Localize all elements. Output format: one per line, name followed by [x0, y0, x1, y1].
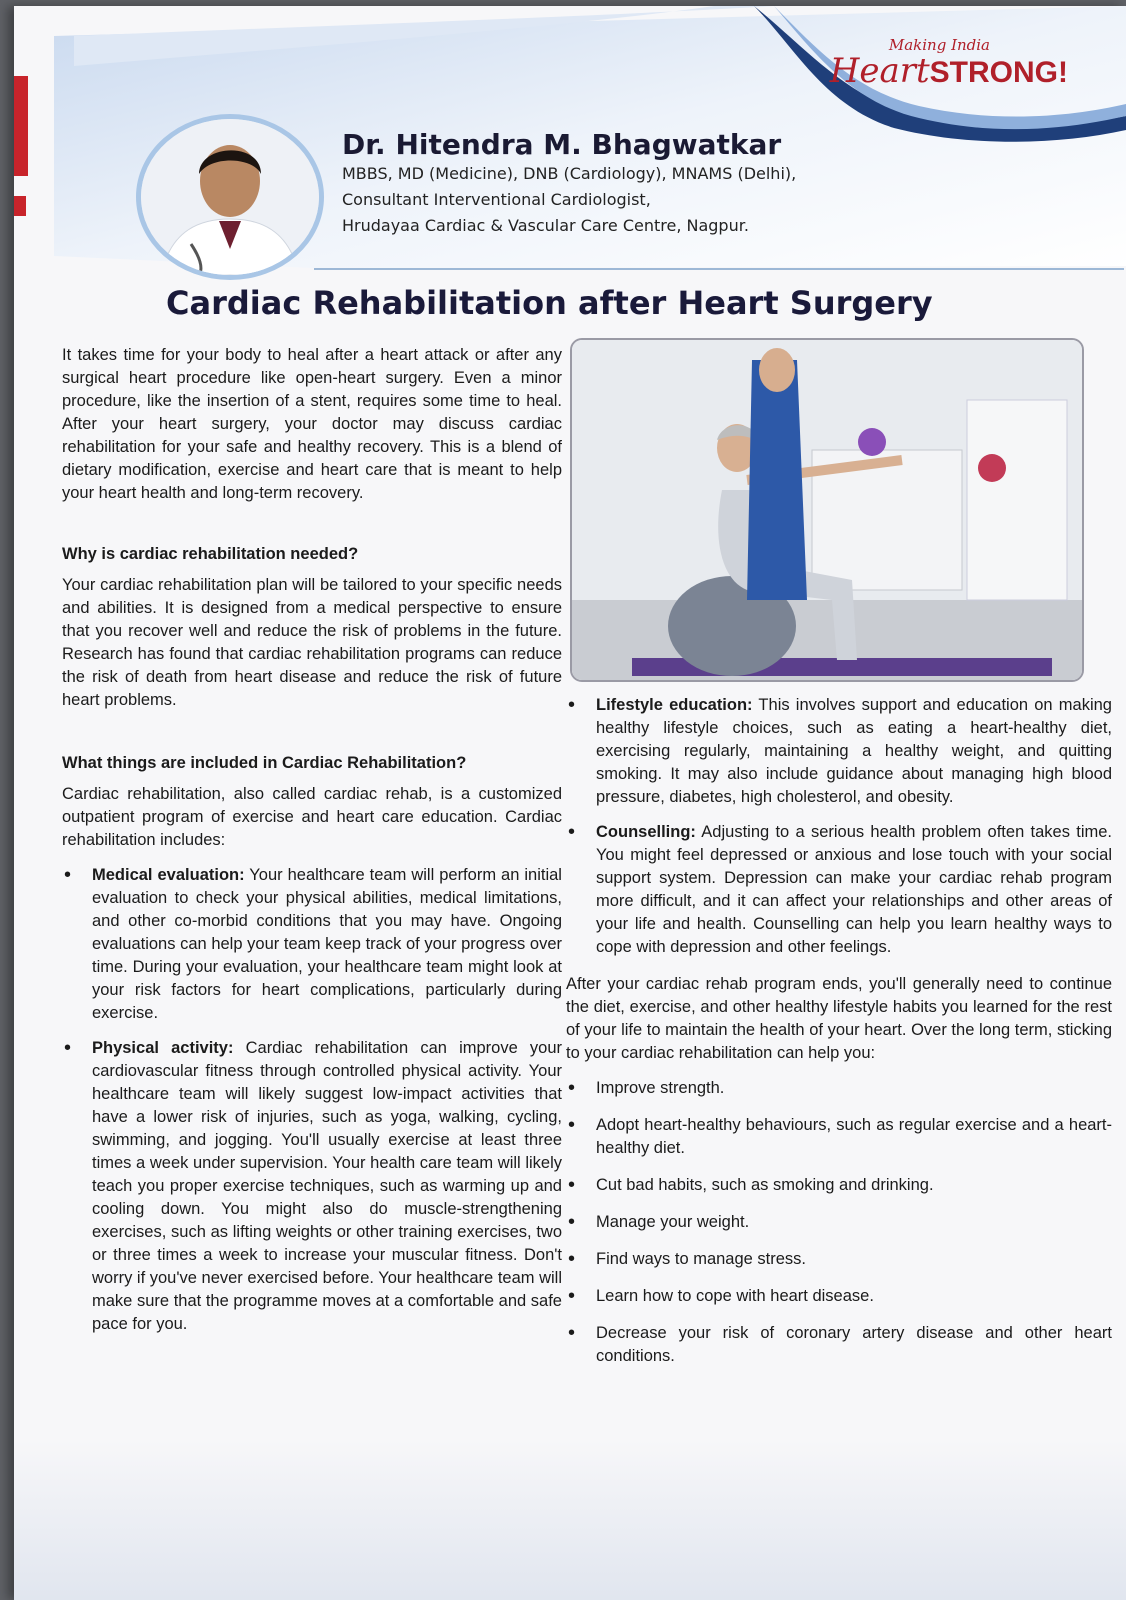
article-title: Cardiac Rehabilitation after Heart Surgery — [166, 284, 933, 322]
item-lead: Medical evaluation: — [92, 866, 245, 884]
list-item: • Decrease your risk of coronary artery disease and other heart conditions. — [566, 1322, 1112, 1368]
item-text: Cardiac rehabilitation can improve your cardiovascular fitness through controlled physical activity. Your healthcare team will likely suggest low-impact activities that have a lower risk of injuries, such as yoga, walking, cycling, swimming, and jogging. You'll usually exercise at least three times a week under supervision. Your health care team will likely teach you proper exercise techniques, such as warming up and cooling down. You might also do muscle-strengthening exercises, such as lifting weights or other training exercises, two or three times a week to increase your muscular fitness. Don't worry if you've never exercised before. Your healthcare team will make sure that the programme moves at a comfortable and safe pace for you. — [92, 1039, 562, 1333]
item-lead: Physical activity: — [92, 1039, 234, 1057]
list-item: • Find ways to manage stress. — [566, 1248, 1112, 1271]
header-divider — [314, 268, 1124, 270]
logo-heart-text: Heart — [829, 51, 930, 91]
author-block — [342, 128, 796, 239]
item-lead: Lifestyle education: — [596, 696, 753, 714]
magazine-page — [14, 6, 1126, 1600]
logo-strong-text: STRONG! — [929, 56, 1068, 89]
what-heading: What things are included in Cardiac Rehabilitation? — [62, 754, 467, 772]
why-heading: Why is cardiac rehabilitation needed? — [62, 545, 359, 563]
list-item: • Manage your weight. — [566, 1211, 1112, 1234]
list-item — [566, 694, 1112, 809]
included-list-continued — [566, 694, 1112, 959]
author-credential-line: Consultant Interventional Cardiologist, — [342, 190, 651, 209]
left-column — [62, 344, 562, 1350]
footer-gradient — [14, 1440, 1126, 1600]
intro-paragraph: It takes time for your body to heal after a heart attack or after any surgical heart procedure like open-heart surgery. Even a minor procedure, like the insertion of a stent, requires some time to heal. After your heart surgery, your doctor may discuss cardiac rehabilitation for your safe and healthy recovery. This is a blend of dietary modification, exercise and heart care that is meant to help your heart health and long-term recovery. — [62, 346, 562, 502]
list-item: • Cut bad habits, such as smoking and drinking. — [566, 1174, 1112, 1197]
item-text: Your healthcare team will perform an initial evaluation to check your physical abilities, medical limitations, and other co-morbid conditions that you may have. Ongoing evaluations can help your team keep track of your progress over time. During your evaluation, your healthcare team might look at your risk factors for heart complications, particularly during exercise. — [92, 866, 562, 1022]
item-text: This involves support and education on making healthy lifestyle choices, such as eating a heart-healthy diet, exercising regularly, maintaining a healthy weight, and quitting smoking. It may also include guidance about managing high blood pressure, diabetes, high cholesterol, and obesity. — [596, 696, 1112, 806]
what-paragraph: Cardiac rehabilitation, also called cardiac rehab, is a customized outpatient program of exercise and heart care education. Cardiac rehabilitation includes: — [62, 785, 562, 849]
list-item: • Improve strength. — [566, 1077, 1112, 1100]
rehab-photo — [570, 338, 1084, 682]
author-credential-line: Hrudayaa Cardiac & Vascular Care Centre, Nagpur. — [342, 216, 749, 235]
logo-tagline: Making India — [888, 36, 990, 54]
list-item — [566, 821, 1112, 959]
item-lead: Counselling: — [596, 823, 696, 841]
list-item: • Learn how to cope with heart disease. — [566, 1285, 1112, 1308]
after-paragraph: After your cardiac rehab program ends, you'll generally need to continue the diet, exercise, and other healthy lifestyle habits you learned for the rest of your life to maintain the health of your heart. Over the long term, sticking to your cardiac rehabilitation can help you: — [566, 975, 1112, 1062]
list-item — [62, 864, 562, 1025]
item-text: Adjusting to a serious health problem often takes time. You might feel depressed or anxious and lose touch with your social support system. Depression can make your cardiac rehab program more difficult, and it can affect your relationships and other areas of your life and health. Counselling can help you learn healthy ways to cope with depression and other feelings. — [596, 823, 1112, 956]
included-list — [62, 864, 562, 1336]
list-item: • Adopt heart-healthy behaviours, such as regular exercise and a heart-healthy diet. — [566, 1114, 1112, 1160]
list-item — [62, 1037, 562, 1336]
author-portrait — [136, 114, 324, 280]
right-column — [566, 694, 1112, 1382]
benefits-list — [566, 1077, 1112, 1368]
heartstrong-logo — [830, 36, 1068, 90]
why-paragraph: Your cardiac rehabilitation plan will be tailored to your specific needs and abilities. It is designed from a medical perspective to ensure that you recover well and reduce the risk of problems in the future. Research has found that cardiac rehabilitation programs can reduce the risk of death from heart disease and reduce the risk of future heart problems. — [62, 576, 562, 709]
author-name: Dr. Hitendra M. Bhagwatkar — [342, 128, 782, 161]
author-credential-line: MBBS, MD (Medicine), DNB (Cardiology), MNAMS (Delhi), — [342, 164, 797, 183]
